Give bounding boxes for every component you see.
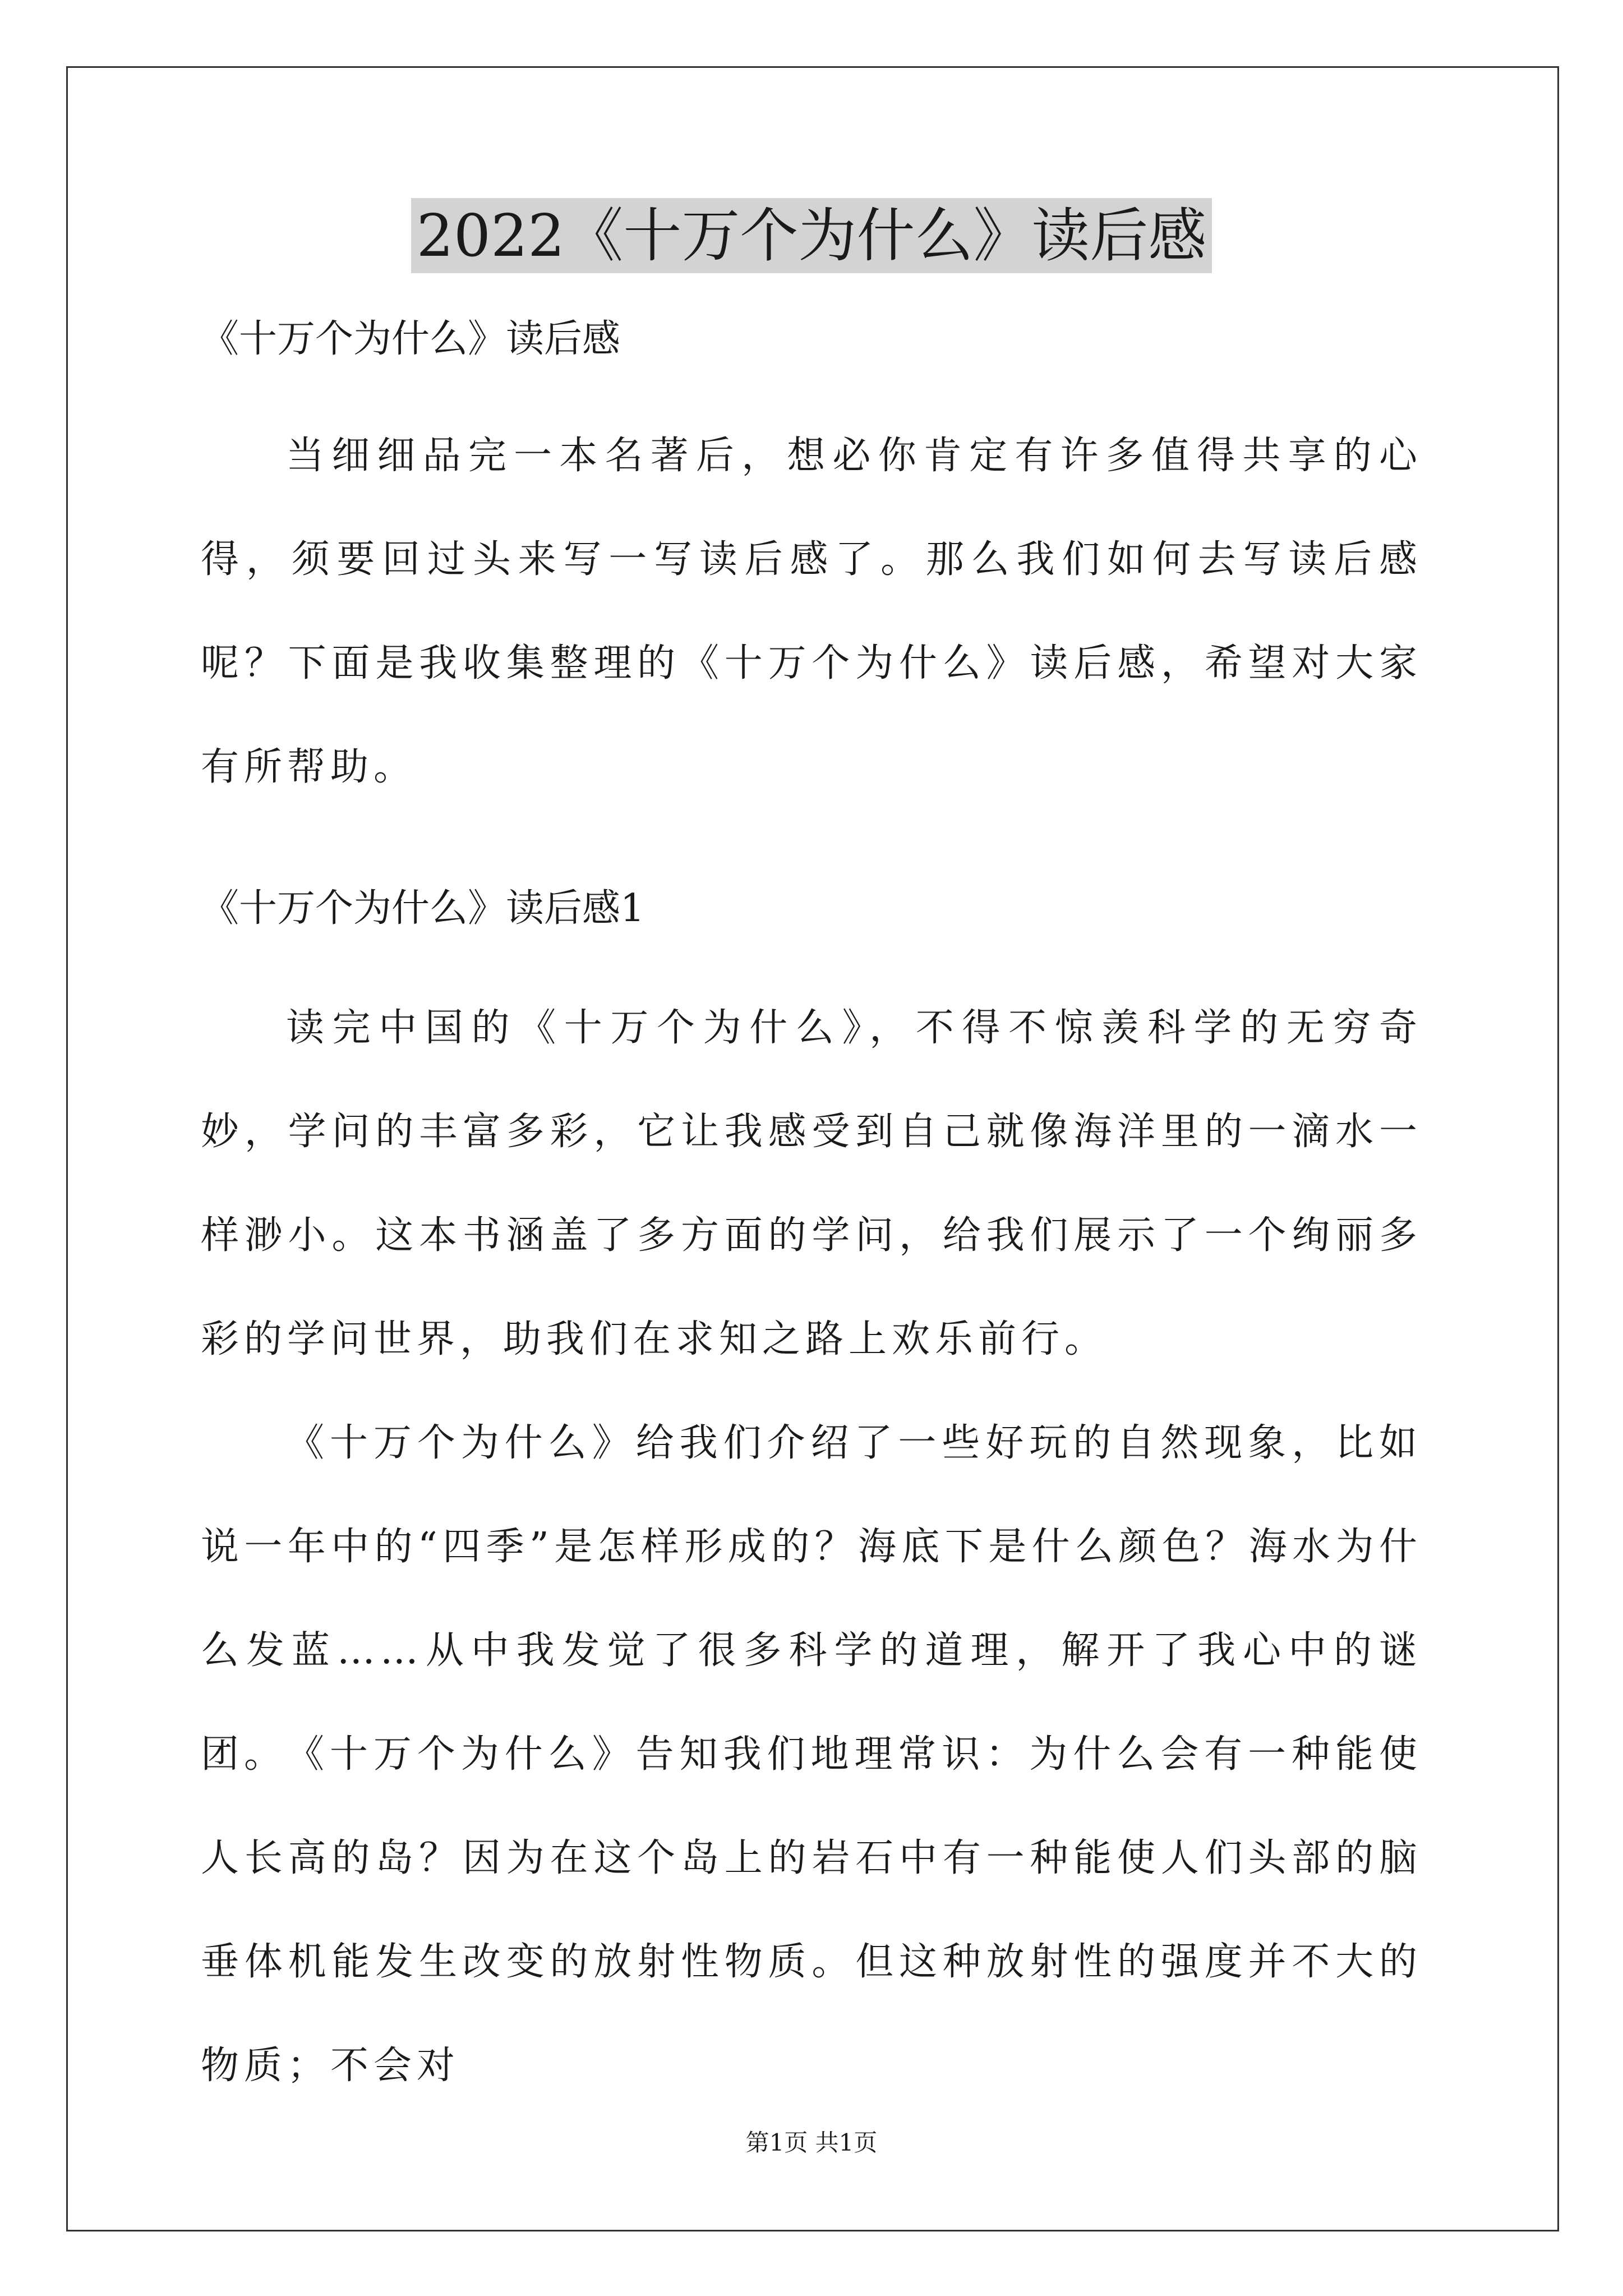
body-paragraph-3: 《十万个为什么》告知我们地理常识：为什么会有一种能使人长高的岛？因为在这个岛上的岩石中有一种能使人们头部的脑垂体机能发生改变的放射性物质。但这种放射性的强度并不大的物质；不会对 bbox=[201, 1732, 1422, 2088]
intro-heading: 《十万个为什么》读后感 bbox=[201, 317, 621, 361]
document-title bbox=[0, 191, 1623, 280]
page-footer: 第1页 共1页 bbox=[745, 2129, 878, 2156]
body-paragraph-1: 读完中国的《十万个为什么》，不得不惊羡科学的无穷奇妙，学问的丰富多彩，它让我感受到自己就像海洋里的一滴水一样渺小。这本书涵盖了多方面的学问，给我们展示了一个绚丽多彩的学问世界，助我们在求知之路上欢乐前行。 bbox=[201, 1006, 1422, 1361]
section-heading: 《十万个为什么》读后感1 bbox=[201, 886, 645, 931]
intro-paragraph: 当细细品完一本名著后，想必你肯定有许多值得共享的心得，须要回过头来写一写读后感了。那么我们如何去写读后感呢？下面是我收集整理的《十万个为什么》读后感，希望对大家有所帮助。 bbox=[201, 434, 1422, 789]
body-paragraph-2: 《十万个为什么》给我们介绍了一些好玩的自然现象，比如说一年中的“四季”是怎样形成的？海底下是什么颜色？海水为什么发蓝……从中我发觉了很多科学的道理，解开了我心中的谜团。 bbox=[201, 1421, 1422, 1777]
document-title-text: 2022《十万个为什么》读后感 bbox=[411, 198, 1212, 273]
